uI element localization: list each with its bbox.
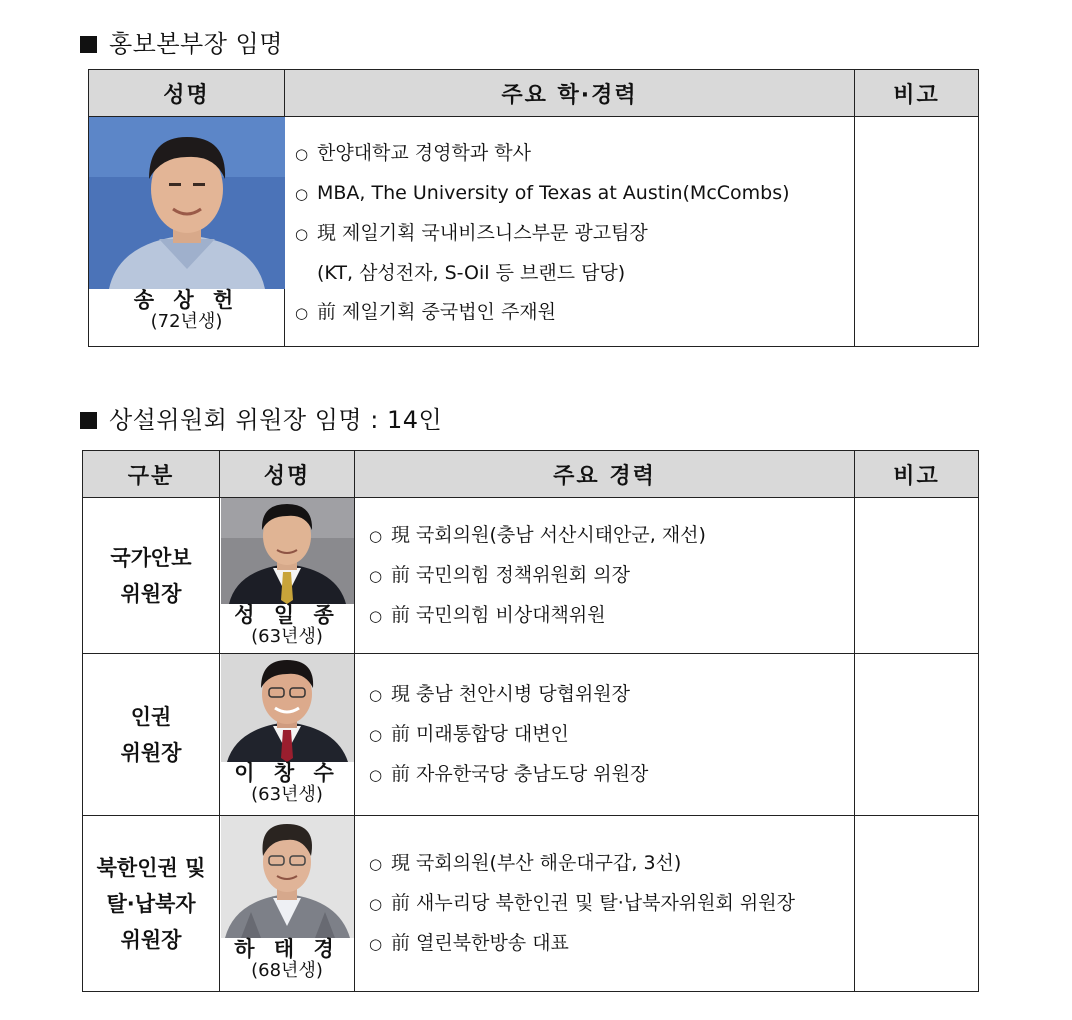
career-line — [369, 884, 854, 924]
career-line — [369, 516, 854, 556]
career-line-continued — [295, 254, 854, 293]
person-photo — [221, 654, 354, 762]
career-text: 前 열린북한방송 대표 — [391, 931, 569, 954]
header-division: 구분 — [83, 451, 220, 498]
header-note: 비고 — [855, 451, 979, 498]
person-birth: (72년생) — [150, 311, 223, 332]
division-cell — [83, 816, 220, 992]
career-line — [295, 214, 854, 254]
square-bullet-icon — [80, 412, 97, 429]
career-text: 現 국회의원(충남 서산시태안군, 재선) — [391, 523, 706, 546]
division-text: 위원장 — [120, 581, 182, 606]
table-row — [83, 816, 979, 992]
note-cell — [855, 654, 979, 816]
section-title-text: 상설위원회 위원장 임명 : 14인 — [109, 406, 443, 434]
career-line — [369, 924, 854, 964]
person-birth: (68년생) — [251, 960, 323, 981]
header-career: 주요 학·경력 — [285, 70, 855, 117]
career-line — [369, 556, 854, 596]
division-text: 인권 — [130, 704, 172, 729]
circle-bullet-icon: ○ — [295, 225, 309, 243]
career-text: 前 새누리당 북한인권 및 탈·납북자위원회 위원장 — [391, 891, 795, 914]
career-text: 前 제일기획 중국법인 주재원 — [317, 301, 557, 323]
division-text: 위원장 — [120, 927, 182, 952]
career-cell — [285, 117, 855, 347]
person-name: 성 일 종 — [234, 603, 340, 627]
header-name: 성명 — [89, 70, 285, 117]
career-text: 前 자유한국당 충남도당 위원장 — [391, 762, 649, 785]
circle-bullet-icon: ○ — [369, 725, 383, 744]
career-line — [369, 675, 854, 715]
career-line — [295, 134, 854, 174]
career-text: (KT, 삼성전자, S-Oil 등 브랜드 담당) — [317, 262, 626, 284]
career-text: 前 국민의힘 비상대책위원 — [391, 603, 606, 626]
circle-bullet-icon: ○ — [369, 934, 383, 953]
career-text: 前 국민의힘 정책위원회 의장 — [391, 563, 631, 586]
person-cell — [220, 816, 355, 992]
circle-bullet-icon: ○ — [369, 526, 383, 545]
career-text: 現 충남 천안시병 당협위원장 — [391, 682, 631, 705]
table-row — [83, 498, 979, 654]
note-cell — [855, 498, 979, 654]
division-cell — [83, 654, 220, 816]
circle-bullet-icon: ○ — [369, 566, 383, 585]
career-line — [369, 844, 854, 884]
career-line — [369, 715, 854, 755]
circle-bullet-icon: ○ — [369, 606, 383, 625]
circle-bullet-icon: ○ — [295, 185, 309, 203]
division-cell — [83, 498, 220, 654]
pr-head-table — [88, 69, 979, 347]
section-title-text: 홍보본부장 임명 — [109, 30, 283, 58]
circle-bullet-icon: ○ — [295, 145, 309, 163]
person-photo — [221, 816, 354, 938]
person-cell — [220, 498, 355, 654]
circle-bullet-icon: ○ — [369, 854, 383, 873]
career-text: 現 국회의원(부산 해운대구갑, 3선) — [391, 851, 682, 874]
section-title-committee — [80, 400, 442, 435]
career-text: 한양대학교 경영학과 학사 — [317, 142, 531, 164]
circle-bullet-icon: ○ — [295, 304, 309, 322]
person-name: 송 상 헌 — [133, 288, 240, 312]
career-line — [295, 174, 854, 214]
header-name: 성명 — [220, 451, 355, 498]
person-birth: (63년생) — [251, 626, 323, 647]
career-text: 現 제일기획 국내비즈니스부문 광고팀장 — [317, 222, 648, 244]
circle-bullet-icon: ○ — [369, 894, 383, 913]
committee-table — [82, 450, 979, 992]
person-photo — [89, 117, 285, 289]
division-text: 국가안보 — [110, 545, 192, 570]
career-line — [295, 293, 854, 333]
circle-bullet-icon: ○ — [369, 765, 383, 784]
career-line — [369, 755, 854, 795]
person-cell — [89, 117, 285, 347]
person-photo — [221, 498, 354, 604]
person-birth: (63년생) — [251, 784, 323, 805]
career-text: 前 미래통합당 대변인 — [391, 722, 569, 745]
division-text: 북한인권 및 — [96, 855, 206, 880]
career-cell — [355, 654, 855, 816]
career-cell — [355, 816, 855, 992]
person-name: 이 창 수 — [234, 761, 340, 785]
table-row — [83, 654, 979, 816]
career-line — [369, 596, 854, 636]
division-text: 탈·납북자 — [106, 891, 196, 916]
square-bullet-icon — [80, 36, 97, 53]
person-name: 하 태 경 — [234, 937, 340, 961]
header-note: 비고 — [855, 70, 979, 117]
career-cell — [355, 498, 855, 654]
circle-bullet-icon: ○ — [369, 685, 383, 704]
section-title-pr — [80, 24, 283, 59]
note-cell — [855, 816, 979, 992]
header-career: 주요 경력 — [355, 451, 855, 498]
note-cell — [855, 117, 979, 347]
person-cell — [220, 654, 355, 816]
career-text: MBA, The University of Texas at Austin(McCombs) — [317, 182, 790, 204]
division-text: 위원장 — [120, 740, 182, 765]
